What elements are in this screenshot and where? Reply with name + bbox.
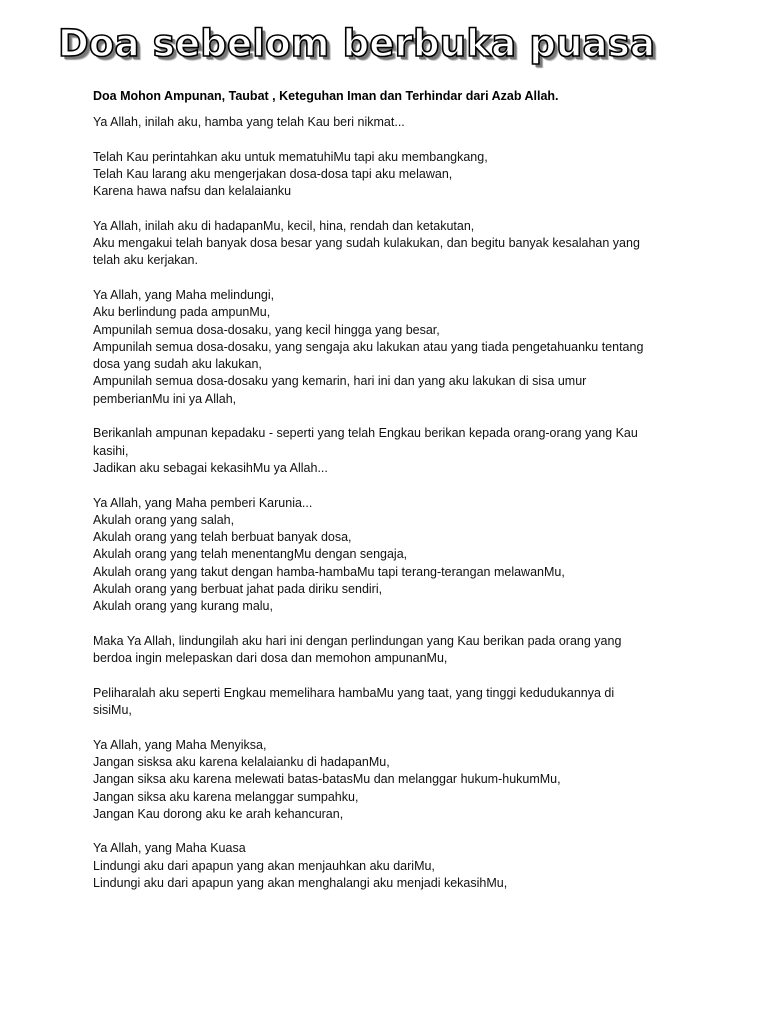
prayer-stanza bbox=[93, 218, 693, 270]
prayer-stanza bbox=[93, 425, 693, 477]
prayer-line: Akulah orang yang telah menentangMu dengan sengaja, bbox=[93, 547, 408, 562]
prayer-stanza bbox=[93, 149, 693, 201]
prayer-line: Ampunilah semua dosa-dosaku yang kemarin, hari ini dan yang aku lakukan di sisa umur bbox=[93, 374, 587, 389]
prayer-stanza bbox=[93, 685, 693, 720]
prayer-line: Ya Allah, inilah aku, hamba yang telah Kau beri nikmat... bbox=[93, 115, 405, 129]
document-title: Doa sebelom berbuka puasa bbox=[58, 22, 656, 65]
prayer-line: Ampunilah semua dosa-dosaku, yang kecil hingga yang besar, bbox=[93, 322, 440, 337]
prayer-line: Aku mengakui telah banyak dosa besar yang sudah kulakukan, dan begitu banyak kesalahan yang bbox=[93, 236, 640, 251]
prayer-line: Akulah orang yang berbuat jahat pada diriku sendiri, bbox=[93, 582, 383, 597]
prayer-line: telah aku kerjakan. bbox=[93, 253, 198, 268]
prayer-line: Jadikan aku sebagai kekasihMu ya Allah... bbox=[93, 460, 328, 475]
prayer-line: Ya Allah, yang Maha pemberi Karunia... bbox=[93, 495, 313, 510]
prayer-line: Ya Allah, yang Maha Kuasa bbox=[93, 841, 246, 856]
prayer-line: Akulah orang yang kurang malu, bbox=[93, 599, 273, 614]
prayer-line: Akulah orang yang telah berbuat banyak dosa, bbox=[93, 530, 352, 545]
prayer-line: Akulah orang yang salah, bbox=[93, 512, 235, 527]
prayer-line: Jangan Kau dorong aku ke arah kehancuran, bbox=[93, 806, 344, 821]
prayer-line: Ya Allah, yang Maha melindungi, bbox=[93, 287, 275, 302]
prayer-line: Ampunilah semua dosa-dosaku, yang sengaja aku lakukan atau yang tiada pengetahuanku tentang bbox=[93, 339, 644, 354]
prayer-line: Peliharalah aku seperti Engkau memelihara hambaMu yang taat, yang tinggi kedudukannya di bbox=[93, 685, 615, 700]
prayer-line: Akulah orang yang takut dengan hamba-hambaMu tapi terang-terangan melawanMu, bbox=[93, 564, 565, 579]
prayer-line: Jangan siksa aku karena melanggar sumpahku, bbox=[93, 789, 359, 804]
prayer-line: Lindungi aku dari apapun yang akan menjauhkan aku dariMu, bbox=[93, 858, 435, 873]
prayer-stanza bbox=[93, 840, 693, 892]
prayer-line: pemberianMu ini ya Allah, bbox=[93, 391, 237, 406]
prayer-line: Maka Ya Allah, lindungilah aku hari ini dengan perlindungan yang Kau berikan pada orang yang bbox=[93, 633, 622, 648]
prayer-line: Jangan sisksa aku karena kelalaianku di hadapanMu, bbox=[93, 754, 390, 769]
prayer-body bbox=[93, 114, 693, 892]
document-subtitle: Doa Mohon Ampunan, Taubat , Keteguhan Iman dan Terhindar dari Azab Allah. bbox=[93, 89, 559, 103]
prayer-line: sisiMu, bbox=[93, 703, 132, 718]
prayer-stanza bbox=[93, 633, 693, 668]
prayer-stanza bbox=[93, 495, 693, 616]
prayer-stanza bbox=[93, 114, 693, 131]
prayer-stanza bbox=[93, 737, 693, 823]
prayer-line: Ya Allah, inilah aku di hadapanMu, kecil, hina, rendah dan ketakutan, bbox=[93, 218, 475, 233]
prayer-line: Jangan siksa aku karena melewati batas-batasMu dan melanggar hukum-hukumMu, bbox=[93, 772, 561, 787]
prayer-line: kasihi, bbox=[93, 443, 129, 458]
prayer-line: Aku berlindung pada ampunMu, bbox=[93, 305, 271, 320]
prayer-line: dosa yang sudah aku lakukan, bbox=[93, 357, 262, 372]
prayer-line: Telah Kau perintahkan aku untuk mematuhiMu tapi aku membangkang, bbox=[93, 149, 488, 164]
prayer-line: Karena hawa nafsu dan kelalaianku bbox=[93, 184, 292, 199]
prayer-line: Ya Allah, yang Maha Menyiksa, bbox=[93, 737, 267, 752]
prayer-line: Telah Kau larang aku mengerjakan dosa-dosa tapi aku melawan, bbox=[93, 166, 453, 181]
prayer-line: berdoa ingin melepaskan dari dosa dan memohon ampunanMu, bbox=[93, 651, 448, 666]
prayer-stanza bbox=[93, 287, 693, 408]
prayer-line: Lindungi aku dari apapun yang akan menghalangi aku menjadi kekasihMu, bbox=[93, 876, 508, 891]
prayer-line: Berikanlah ampunan kepadaku - seperti yang telah Engkau berikan kepada orang-orang yang Kau bbox=[93, 426, 638, 441]
